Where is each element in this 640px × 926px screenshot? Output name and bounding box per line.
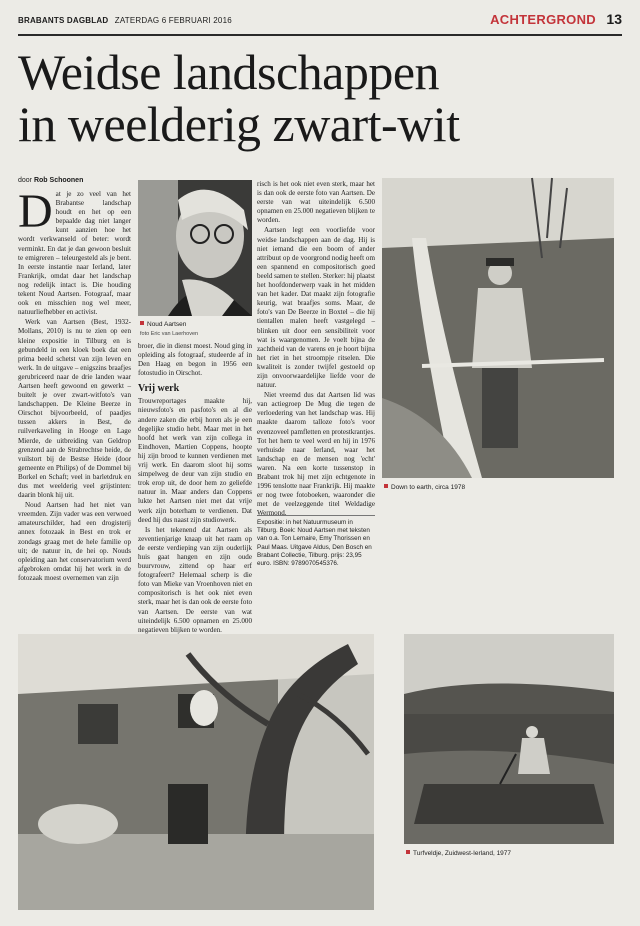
- photo-illustration: [18, 634, 374, 910]
- photo1-caption: [384, 484, 465, 492]
- photo-turfveldje: [404, 634, 614, 844]
- info-box: [257, 515, 375, 568]
- portrait-illustration: [138, 180, 252, 316]
- info-text: Expositie: in het Natuurmuseum in Tilburg. Boek: Noud Aartsen met teksten van o.a. Ton Lemaire, Emy Thorissen en Paul Maas. Uitgave Aldus, Den Bosch en Brabant Collectie, Tilburg. prijs: 23,95 euro. ISBN: 9789070545376.: [257, 519, 372, 568]
- article-column-1: [18, 185, 131, 622]
- headline-line-2: in weelderig zwart-wit: [18, 96, 460, 152]
- byline-prefix: door: [18, 177, 33, 184]
- photo3-caption: [406, 850, 511, 858]
- article-paragraph: Trouwreportages maakte hij, nieuwsfoto's en pasfoto's en al die andere zaken die erbij horen als je een degelijke studio hebt. Maar met in het hoofd het werk van zijn collega in Eindhoven, Martien Coppens, hoopte hij zijn brood te kunnen verdienen met vrij werk. En daarom sloot hij soms simpelweg de deur van zijn studio en trok erop uit, de door hem zo geliefde natuur in. Maar anders dan Coppens lukte het Aartsen niet met dat vrije werk zijn boterham te verdienen. Dat deed hij dus naast zijn studiowerk.: [138, 397, 252, 524]
- photo-man-with-stick: [382, 178, 614, 478]
- article-paragraph: Werk van Aartsen (Best, 1932-Mollans, 2010) is nu te zien op een kleine expositie in Tilburg en is gebundeld in een kloek boek dat een prima beeld schetst van zijn leven en werk. In de uitgave – enigszins braafjes gerubriceerd naar de drie landen waar Aartsen heeft gewoond en gewerkt – buitelt je over zwart-witfoto's van landschappen. De Kleine Beerze in Oirschot bijvoorbeeld, of paadjes tussen akkers in Best, de ruilverkaveling in Hooge en Lage Mierde, de uitbreiding van Geldrop grenzend aan de Strabrechtse heide, de vuilstort bij de Bestse Heide (door gemeente en Philips) of de Dommel bij Borkel en Schaft; veel in barletdruk en dus met weelderig veel grijstinten: daarin blonk hij uit.: [18, 318, 131, 500]
- portrait-credit: foto Eric van Laerhoven: [140, 331, 199, 337]
- article-column-2: [138, 342, 252, 634]
- subheading: Vrij werk: [138, 383, 180, 395]
- paper-name: BRABANTS DAGBLAD: [18, 16, 109, 25]
- byline-author: Rob Schoonen: [33, 177, 84, 184]
- photo1-caption-text: Down to earth, circa 1978: [391, 484, 466, 491]
- portrait-name: Noud Aartsen: [147, 321, 187, 328]
- byline: [18, 177, 83, 184]
- section-label: [490, 11, 622, 29]
- portrait-caption: [140, 321, 186, 329]
- article-paragraph: broer, die in dienst moest. Noud ging in opleiding als fotograaf, studeerde af in Den Haag en begon in 1956 een fotostudio in Oirschot.: [138, 342, 252, 378]
- page-number: 13: [606, 11, 622, 27]
- caption-bullet: [384, 484, 388, 488]
- headline-line-1: Weidse landschappen: [18, 44, 440, 100]
- masthead: [18, 16, 232, 25]
- paragraph-text: at je zo veel van het Brabantse landschap houdt en het op een bepaalde dag niet langer kunt aanzien hoe het wordt verkwanseld of beter: wordt verminkt. En dat je dan gewoon besluit te emigreren – teleurgesteld als je bent. In eerste instantie naar Ierland, later Frankrijk, omdat daar het landschap nog redelijk intact is. Die houding tekent Noud Aartsen. Fotograaf, maar ook en misschien nog wel meer, natuurliefhebber en activist.: [18, 190, 131, 317]
- article-paragraph: Niet vreemd dus dat Aartsen lid was van actiegroep De Mug die tegen de verloedering van het landschap was. Hij maakte daarom talloze foto's voor evenzoveel pamfletten en protestkrantjes. Tot het hem te veel werd en hij in 1976 verhuisde naar Ierland, waar het landschap en de mensen nog 'echt' waren. Na een korte tussenstop in Brabant trok hij met zijn echtgenote in 1996 tenslotte naar Frankrijk. Hij maakte er nog twee fotoboeken, waaronder die met de veelzeggende titel Weldadige Wermond.: [257, 391, 375, 518]
- caption-bullet: [406, 850, 410, 854]
- header-rule: [18, 34, 622, 36]
- photo3-caption-text: Turfveldje, Zuidwest-Ierland, 1977: [413, 850, 512, 857]
- article-paragraph: [18, 185, 131, 317]
- section-name: ACHTERGROND: [490, 12, 596, 27]
- caption-bullet: [140, 321, 144, 325]
- article-column-3: [257, 180, 375, 518]
- article-paragraph: Aartsen legt een voorliefde voor weidse landschappen aan de dag. Hij is niet iemand die een boom of ander attribuut op de voorgrond nodig heeft om een spannend en compositorisch goed beeld samen te stellen. Sterker: hij plaatst het hoofdonderwerp vaak in het midden van het kader. Dat maakt zijn fotografie keurig, wat braafjes soms. Maar, de foto's van De Beerze in Boxtel – die hij tientallen malen heeft vastgelegd – blinken uit door een sensibiliteit voor wat is waargenomen. Je voelt bijna de zachtheid van de varens en je hoort bijna het riet in het stroompje ritselen. Die kwaliteit is zonder twijfel gestoeld op zijn onvoorwaardelijke liefde voor de natuur.: [257, 226, 375, 390]
- issue-date: ZATERDAG 6 FEBRUARI 2016: [114, 16, 232, 25]
- photo-illustration: [382, 178, 614, 478]
- article-paragraph: Noud Aartsen had het niet van vreemden. Zijn vader was een verwoed amateurschilder, had een drogisterij annex fotozaak in Best en trok er zondags graag met de hele familie op uit; de natuur in, de hei op. Nouds opleiding aan het conservatorium werd afgebroken omdat hij het werk in de fotozaak moest overnemen van zijn: [18, 501, 131, 582]
- portrait-photo: [138, 180, 252, 316]
- headline: [18, 46, 618, 150]
- page-header: [18, 10, 622, 32]
- photo-illustration: [404, 634, 614, 844]
- photo-house-and-tree: [18, 634, 374, 910]
- article-paragraph: risch is het ook niet even sterk, maar het is dan ook de eerste foto van Aartsen. De eerste van wat uiteindelijk 6.500 opnamen en 25.000 negatieven blijken te worden.: [257, 180, 375, 225]
- article-paragraph: Is het tekenend dat Aartsen als zeventienjarige knaap uit het raam op de eerste verdieping van zijn ouderlijk huis gaat hangen en zijn oude buurvrouw, zittend op haar erf fotografeert? Helemaal scherp is die foto van Mieke van Vroenhoven niet en compositorisch is het ook niet even sterk, maar het is dan ook de eerste foto van Aartsen. De eerste van wat uiteindelijk 6.500 opnamen en 25.000 negatieven blijken te worden.: [138, 525, 252, 634]
- drop-cap: D: [18, 185, 53, 238]
